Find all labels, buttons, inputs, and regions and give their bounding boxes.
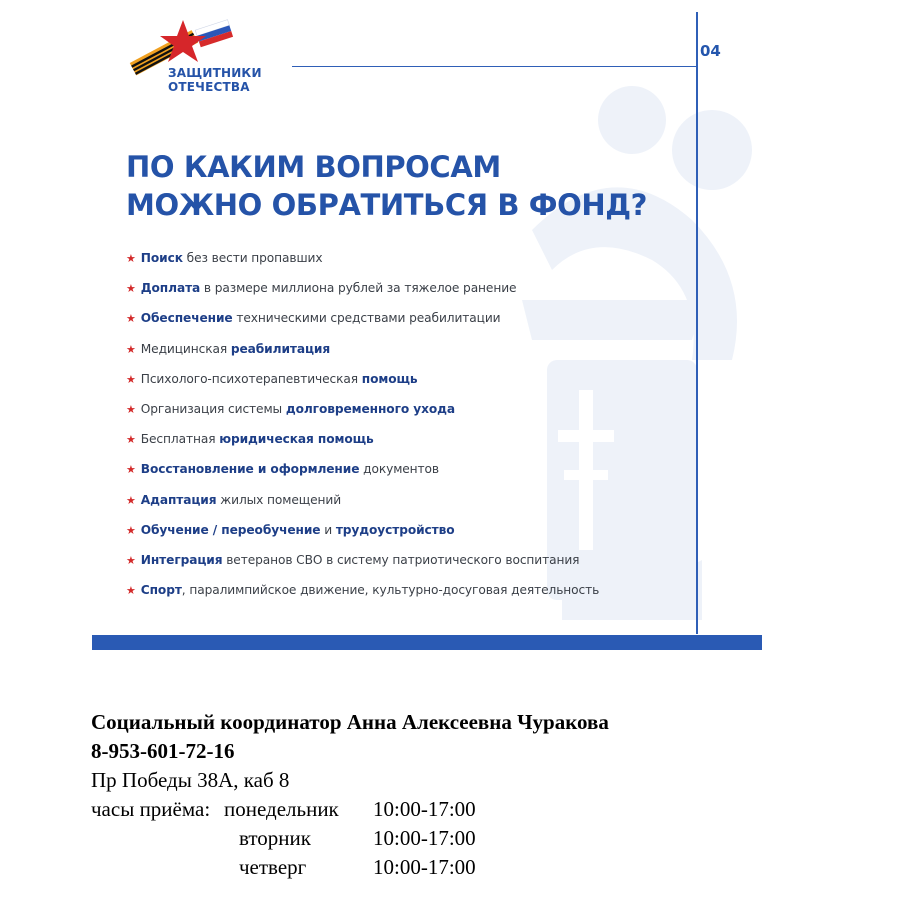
header-divider-line <box>292 66 698 67</box>
vertical-divider-line <box>696 12 698 634</box>
poster-bottom-bar <box>92 635 762 650</box>
schedule-day: четверг <box>239 855 307 879</box>
star-bullet-icon: ★ <box>126 433 136 447</box>
hours-label: часы приёма: <box>91 797 211 821</box>
topic-bold-2: трудоустройство <box>335 522 455 537</box>
star-bullet-icon: ★ <box>126 553 136 567</box>
page-number: 04 <box>700 42 721 60</box>
topic-text-1: документов <box>359 462 439 477</box>
contact-block <box>91 708 891 882</box>
topic-item <box>126 273 692 303</box>
topic-text-1: Бесплатная <box>140 432 220 447</box>
coordinator-name: Социальный координатор Анна Алексеевна Чуракова <box>91 710 609 734</box>
topic-bold-1: Восстановление и оформление <box>140 462 360 477</box>
topic-text-1: Организация системы <box>140 401 286 416</box>
topic-item <box>126 394 692 424</box>
topic-item <box>126 364 692 394</box>
topic-bold-2: юридическая помощь <box>219 432 374 447</box>
topic-text-1: , паралимпийское движение, культурно-досуговая деятельность <box>181 583 600 598</box>
topic-bold-1: Доплата <box>140 281 201 296</box>
topics-list <box>126 243 692 605</box>
star-bullet-icon: ★ <box>126 342 136 356</box>
topic-text-1: техническими средствами реабилитации <box>232 311 501 326</box>
topic-bold-1: Спорт <box>140 583 182 598</box>
headline-line-2: МОЖНО ОБРАТИТЬСЯ В ФОНД? <box>126 188 648 222</box>
logo-text <box>168 66 262 94</box>
topic-text-1: без вести пропавших <box>182 251 323 265</box>
topic-text-1: Медицинская <box>140 341 231 356</box>
topic-item <box>126 334 692 364</box>
topic-text-1: ветеранов СВО в систему патриотического воспитания <box>222 552 580 567</box>
topic-item <box>126 515 692 545</box>
star-bullet-icon: ★ <box>126 402 136 416</box>
schedule-day: понедельник <box>224 797 339 821</box>
logo-line-2: ОТЕЧЕСТВА <box>168 80 250 94</box>
schedule-time: 10:00-17:00 <box>373 826 476 850</box>
schedule-time: 10:00-17:00 <box>373 855 476 879</box>
schedule-day: вторник <box>239 826 311 850</box>
star-bullet-icon: ★ <box>126 252 136 265</box>
address: Пр Победы 38А, каб 8 <box>91 768 290 792</box>
schedule-row <box>91 824 891 853</box>
schedule-row <box>91 853 891 882</box>
topic-text-1: в размере миллиона рублей за тяжелое ранение <box>200 281 517 296</box>
topic-bold-1: Обеспечение <box>140 311 233 326</box>
star-bullet-icon: ★ <box>126 312 136 326</box>
poster-image <box>92 0 762 651</box>
topic-text-1: Психолого-психотерапевтическая <box>140 371 362 386</box>
topic-bold-1: Поиск <box>140 251 183 265</box>
topic-bold-1: Адаптация <box>140 492 217 507</box>
logo-line-1: ЗАЩИТНИКИ <box>168 66 262 80</box>
topic-text-1: и <box>320 522 336 537</box>
topic-item <box>126 303 692 333</box>
star-bullet-icon: ★ <box>126 584 136 598</box>
phone-number: 8-953-601-72-16 <box>91 739 235 763</box>
star-bullet-icon: ★ <box>126 523 136 537</box>
topic-text-1: жилых помещений <box>216 492 342 507</box>
topic-bold-1: Интеграция <box>140 552 223 567</box>
headline-line-1: ПО КАКИМ ВОПРОСАМ <box>126 150 501 184</box>
topic-item <box>126 424 692 454</box>
topic-item <box>126 545 692 575</box>
topic-bold-2: помощь <box>361 371 418 386</box>
topic-bold-2: долговременного ухода <box>285 401 455 416</box>
star-bullet-icon: ★ <box>126 493 136 507</box>
topic-item <box>126 454 692 484</box>
star-bullet-icon: ★ <box>126 463 136 477</box>
schedule-row <box>91 795 891 824</box>
topic-item <box>126 485 692 515</box>
topic-bold-1: Обучение / переобучение <box>140 522 321 537</box>
topic-item <box>126 575 692 605</box>
star-bullet-icon: ★ <box>126 372 136 386</box>
poster-headline <box>126 148 686 224</box>
schedule-time: 10:00-17:00 <box>373 797 476 821</box>
topic-bold-2: реабилитация <box>230 341 331 356</box>
topic-item <box>126 243 692 273</box>
star-bullet-icon: ★ <box>126 282 136 296</box>
